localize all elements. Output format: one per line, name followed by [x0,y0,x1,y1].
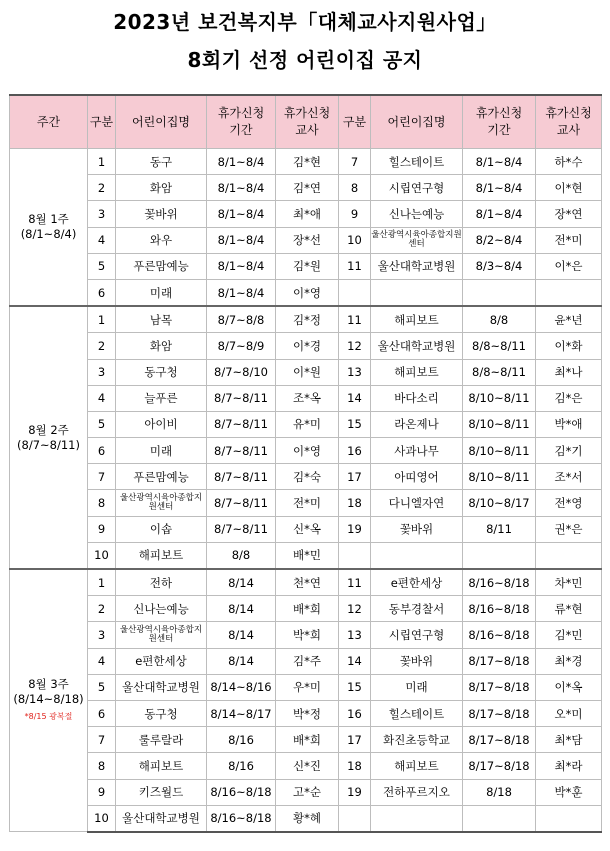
leave-period: 8/7~8/9 [207,333,276,359]
teacher-name: 김*은 [536,385,602,411]
teacher-name: 신*옥 [276,516,339,542]
teacher-name: 박*훈 [536,779,602,805]
teacher-name: 이*영 [276,279,339,306]
row-no: 11 [339,569,371,596]
header-week: 주간 [10,95,88,149]
table-row [10,279,602,306]
table-row [10,727,602,753]
row-no: 7 [88,464,116,490]
teacher-name: 이*은 [536,253,602,279]
leave-period: 8/1~8/4 [207,175,276,201]
holiday-note: *8/15 광복절 [24,712,73,722]
teacher-name: 황*혜 [276,805,339,832]
teacher-name: 김*숙 [276,464,339,490]
teacher-name: 천*연 [276,569,339,596]
leave-period: 8/10~8/11 [463,385,536,411]
teacher-name: 류*현 [536,596,602,622]
leave-period: 8/16~8/18 [207,805,276,832]
teacher-name: 이*화 [536,333,602,359]
leave-period: 8/8~8/11 [463,333,536,359]
teacher-name: 차*민 [536,569,602,596]
leave-period: 8/1~8/4 [207,227,276,253]
row-no: 14 [339,385,371,411]
center-name: 신나는예능 [371,201,463,227]
row-no: 9 [339,201,371,227]
leave-period [463,542,536,569]
row-no: 6 [88,279,116,306]
center-name: 푸른맘예능 [116,464,207,490]
row-no: 5 [88,411,116,437]
teacher-name: 배*희 [276,596,339,622]
teacher-name: 최*경 [536,648,602,674]
leave-period: 8/2~8/4 [463,227,536,253]
center-name: 남목 [116,306,207,333]
week-label [10,149,88,307]
teacher-name: 이*원 [276,359,339,385]
row-no: 4 [88,385,116,411]
center-name: 울산대학교병원 [371,253,463,279]
table-row [10,700,602,726]
leave-period: 8/14 [207,596,276,622]
center-name: 동부경찰서 [371,596,463,622]
leave-period [463,279,536,306]
row-no: 8 [88,753,116,779]
leave-period: 8/14 [207,648,276,674]
row-no: 15 [339,411,371,437]
leave-period: 8/17~8/18 [463,700,536,726]
row-no: 1 [88,569,116,596]
leave-period: 8/7~8/11 [207,438,276,464]
center-name: 화암 [116,175,207,201]
teacher-name: 박*희 [276,622,339,648]
header-teacher: 휴가신청 교사 [276,95,339,149]
row-no: 10 [88,805,116,832]
teacher-name: 장*선 [276,227,339,253]
leave-period: 8/17~8/18 [463,753,536,779]
center-name [371,279,463,306]
center-name: e편한세상 [371,569,463,596]
teacher-name: 김*원 [276,253,339,279]
table-row [10,333,602,359]
row-no: 8 [339,175,371,201]
teacher-name: 이*옥 [536,674,602,700]
teacher-name: 최*애 [276,201,339,227]
teacher-name: 전*미 [536,227,602,253]
table-row [10,253,602,279]
center-name: 늘푸른 [116,385,207,411]
row-no: 1 [88,306,116,333]
teacher-name: 이*현 [536,175,602,201]
leave-period: 8/14 [207,622,276,648]
table-row [10,648,602,674]
week-range: (8/7~8/11) [17,437,80,452]
leave-period: 8/1~8/4 [207,253,276,279]
table-row [10,149,602,175]
center-name [371,805,463,832]
teacher-name: 조*옥 [276,385,339,411]
row-no: 4 [88,648,116,674]
center-name: 전하푸르지오 [371,779,463,805]
teacher-name [536,805,602,832]
teacher-name: 최*라 [536,753,602,779]
leave-period: 8/7~8/11 [207,516,276,542]
center-name: e편한세상 [116,648,207,674]
center-name: 다니엘자연 [371,490,463,516]
leave-period: 8/7~8/10 [207,359,276,385]
row-no: 12 [339,596,371,622]
teacher-name: 이*영 [276,438,339,464]
center-name [371,542,463,569]
teacher-name [536,542,602,569]
center-name: 꽃바위 [371,516,463,542]
teacher-name: 고*순 [276,779,339,805]
row-no: 15 [339,674,371,700]
center-name: 키즈월드 [116,779,207,805]
teacher-name: 윤*년 [536,306,602,333]
row-no [339,542,371,569]
leave-period: 8/16 [207,753,276,779]
teacher-name: 김*연 [276,175,339,201]
week-range: (8/1~8/4) [20,227,77,242]
table-row [10,674,602,700]
center-name: 시립연구형 [371,175,463,201]
row-no: 17 [339,464,371,490]
center-name: 화암 [116,333,207,359]
teacher-name: 전*미 [276,490,339,516]
leave-period: 8/8~8/11 [463,359,536,385]
table-row [10,569,602,596]
center-name: 신나는예능 [116,596,207,622]
week-range: (8/14~8/18) [13,692,84,707]
leave-period: 8/14 [207,569,276,596]
row-no: 6 [88,438,116,464]
row-no: 14 [339,648,371,674]
teacher-name: 박*애 [536,411,602,437]
table-header-row [10,95,602,149]
center-name: 시립연구형 [371,622,463,648]
teacher-name: 박*정 [276,700,339,726]
week-label [10,569,88,832]
table-row [10,464,602,490]
teacher-name: 김*민 [536,622,602,648]
row-no: 19 [339,779,371,805]
table-row [10,516,602,542]
teacher-name [536,279,602,306]
leave-period: 8/16 [207,727,276,753]
leave-period: 8/7~8/11 [207,411,276,437]
leave-period: 8/1~8/4 [463,149,536,175]
center-name: 울산광역시육아종합지원센터 [116,622,207,648]
center-name: 동구청 [116,700,207,726]
leave-period: 8/7~8/11 [207,490,276,516]
center-name: 화진초등학교 [371,727,463,753]
row-no: 12 [339,333,371,359]
leave-period: 8/1~8/4 [207,201,276,227]
center-name: 미래 [116,279,207,306]
table-row [10,175,602,201]
row-no: 7 [339,149,371,175]
leave-period [463,805,536,832]
header-teacher: 휴가신청 교사 [536,95,602,149]
header-no: 구분 [339,95,371,149]
table-row [10,805,602,832]
teacher-name: 조*서 [536,464,602,490]
row-no: 9 [88,516,116,542]
center-name: 푸른맘예능 [116,253,207,279]
week-title: 8월 2주 [28,422,69,437]
leave-period: 8/1~8/4 [207,149,276,175]
center-name: 아띠영어 [371,464,463,490]
leave-period: 8/16~8/18 [463,622,536,648]
row-no: 19 [339,516,371,542]
row-no: 2 [88,175,116,201]
row-no: 3 [88,201,116,227]
leave-period: 8/16~8/18 [463,569,536,596]
teacher-name: 배*민 [276,542,339,569]
row-no: 13 [339,622,371,648]
leave-period: 8/8 [207,542,276,569]
table-row [10,359,602,385]
teacher-name: 권*은 [536,516,602,542]
teacher-name: 김*정 [276,306,339,333]
row-no: 11 [339,306,371,333]
notice-title-line2: 8회기 선정 어린이집 공지 [187,48,423,72]
center-name: 힐스테이트 [371,149,463,175]
teacher-name: 하*수 [536,149,602,175]
leave-period: 8/14~8/17 [207,700,276,726]
row-no: 18 [339,490,371,516]
leave-period: 8/10~8/17 [463,490,536,516]
week-label [10,306,88,569]
leave-period: 8/14~8/16 [207,674,276,700]
row-no: 4 [88,227,116,253]
center-name: 동구 [116,149,207,175]
center-name: 아이비 [116,411,207,437]
leave-period: 8/11 [463,516,536,542]
center-name: 울산광역시육아종합지원센터 [371,227,463,253]
leave-period: 8/1~8/4 [463,175,536,201]
teacher-name: 전*영 [536,490,602,516]
leave-period: 8/1~8/4 [207,279,276,306]
leave-period: 8/17~8/18 [463,674,536,700]
center-name: 사과나무 [371,438,463,464]
week-title: 8월 1주 [28,212,69,227]
header-no: 구분 [88,95,116,149]
header-period: 휴가신청 기간 [207,95,276,149]
table-row [10,490,602,516]
row-no: 1 [88,149,116,175]
table-row [10,385,602,411]
center-name: 와우 [116,227,207,253]
row-no: 5 [88,253,116,279]
table-row [10,596,602,622]
row-no: 16 [339,700,371,726]
center-name: 미래 [371,674,463,700]
row-no: 3 [88,622,116,648]
row-no: 9 [88,779,116,805]
week-title: 8월 3주 [28,677,69,692]
leave-period: 8/17~8/18 [463,727,536,753]
center-name: 힐스테이트 [371,700,463,726]
header-period: 휴가신청 기간 [463,95,536,149]
leave-period: 8/7~8/11 [207,385,276,411]
teacher-name: 최*나 [536,359,602,385]
center-name: 해피보트 [371,359,463,385]
center-name: 울산대학교병원 [371,333,463,359]
leave-period: 8/7~8/8 [207,306,276,333]
leave-period: 8/3~8/4 [463,253,536,279]
leave-period: 8/1~8/4 [463,201,536,227]
center-name: 울산광역시육아종합지원센터 [116,490,207,516]
center-name: 해피보트 [116,753,207,779]
center-name: 이솝 [116,516,207,542]
row-no: 5 [88,674,116,700]
row-no: 2 [88,333,116,359]
center-name: 해피보트 [116,542,207,569]
teacher-name: 김*현 [276,149,339,175]
leave-period: 8/16~8/18 [207,779,276,805]
leave-period: 8/7~8/11 [207,464,276,490]
header-center: 어린이집명 [371,95,463,149]
teacher-name: 이*경 [276,333,339,359]
table-row [10,201,602,227]
row-no: 16 [339,438,371,464]
table-row [10,306,602,333]
row-no: 11 [339,253,371,279]
header-center: 어린이집명 [116,95,207,149]
notice-title-line1: 2023년 보건복지부「대체교사지원사업」 [113,10,497,34]
table-row [10,542,602,569]
row-no: 10 [88,542,116,569]
table-row [10,622,602,648]
teacher-name: 최*담 [536,727,602,753]
center-name: 바다소리 [371,385,463,411]
center-name: 미래 [116,438,207,464]
selection-table [9,94,602,833]
row-no: 3 [88,359,116,385]
teacher-name: 유*미 [276,411,339,437]
row-no [339,805,371,832]
row-no: 13 [339,359,371,385]
table-row [10,753,602,779]
row-no: 6 [88,700,116,726]
leave-period: 8/16~8/18 [463,596,536,622]
teacher-name: 김*주 [276,648,339,674]
leave-period: 8/10~8/11 [463,411,536,437]
leave-period: 8/17~8/18 [463,648,536,674]
row-no: 8 [88,490,116,516]
leave-period: 8/8 [463,306,536,333]
teacher-name: 배*희 [276,727,339,753]
row-no: 10 [339,227,371,253]
center-name: 꽃바위 [371,648,463,674]
row-no: 18 [339,753,371,779]
center-name: 울산대학교병원 [116,674,207,700]
table-row [10,227,602,253]
center-name: 해피보트 [371,306,463,333]
table-row [10,779,602,805]
row-no: 7 [88,727,116,753]
leave-period: 8/10~8/11 [463,438,536,464]
leave-period: 8/18 [463,779,536,805]
center-name: 전하 [116,569,207,596]
table-row [10,438,602,464]
center-name: 해피보트 [371,753,463,779]
row-no: 2 [88,596,116,622]
center-name: 룰루랄라 [116,727,207,753]
row-no: 17 [339,727,371,753]
center-name: 동구청 [116,359,207,385]
teacher-name: 신*진 [276,753,339,779]
row-no [339,279,371,306]
teacher-name: 오*미 [536,700,602,726]
center-name: 라온제나 [371,411,463,437]
table-row [10,411,602,437]
center-name: 꽃바위 [116,201,207,227]
leave-period: 8/10~8/11 [463,464,536,490]
teacher-name: 우*미 [276,674,339,700]
teacher-name: 장*연 [536,201,602,227]
teacher-name: 김*기 [536,438,602,464]
center-name: 울산대학교병원 [116,805,207,832]
